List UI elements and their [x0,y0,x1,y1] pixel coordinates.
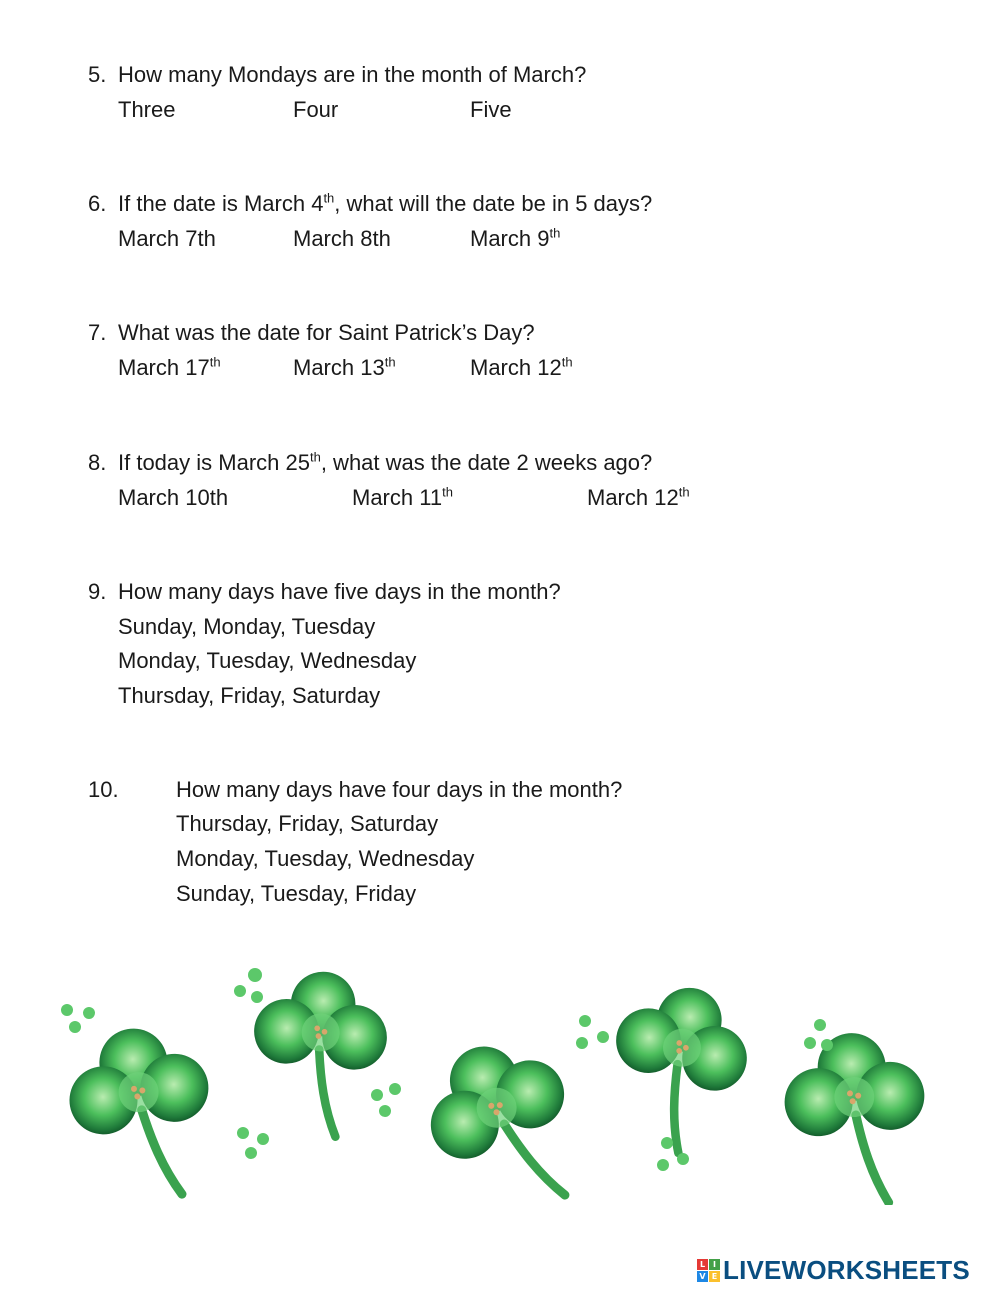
logo-tile: E [709,1271,720,1282]
answer-option[interactable]: March 11th [352,484,453,510]
question-text: How many Mondays are in the month of March? [118,62,587,87]
answer-option[interactable]: March 12th [587,484,690,510]
answer-option[interactable]: March 7th [118,226,216,251]
answer-option[interactable]: Thursday, Friday, Saturday [118,683,381,708]
question-number: 8. [88,450,107,475]
answer-option[interactable]: March 9th [470,225,561,251]
logo-wordmark: LIVEWORKSHEETS [723,1254,970,1285]
answer-option[interactable]: Monday, Tuesday, Wednesday [118,648,417,673]
question-number: 6. [88,191,107,216]
shamrock-icon [591,972,762,1164]
ordinal-suffix: th [323,190,335,206]
shamrock-icon [779,1027,933,1205]
ordinal-suffix: th [309,449,321,465]
question-text: How many days have four days in the month? [176,777,623,802]
shamrock-icon [245,966,392,1140]
question-text-part: , what will the date be in 5 days? [334,191,653,216]
question-text-part: If today is March 25 [118,450,310,475]
answer-option[interactable]: March 17th [118,354,221,380]
question-text-part: , what was the date 2 weeks ago? [320,450,653,475]
answer-option[interactable]: Thursday, Friday, Saturday [176,811,439,836]
answer-option[interactable]: Three [118,97,176,122]
answer-option[interactable]: March 12th [470,354,573,380]
logo-tile: I [709,1259,720,1270]
question-text: How many days have five days in the month? [118,579,561,604]
question-number: 5. [88,62,107,87]
liveworksheets-logo [697,1254,970,1286]
question-text [118,187,652,221]
answer-option[interactable]: March 13th [293,354,396,380]
answer-option[interactable]: Sunday, Tuesday, Friday [176,881,417,906]
question-text-part: If the date is March 4 [118,191,324,216]
question-text [118,446,652,480]
question-text: What was the date for Saint Patrick’s Day? [118,320,535,345]
question-number: 10. [88,777,119,802]
shamrock-icon [406,1020,606,1205]
answer-option[interactable]: March 8th [293,226,391,251]
logo-tile: V [697,1271,708,1282]
question-number: 9. [88,579,107,604]
answer-option[interactable]: March 10th [118,485,229,510]
shamrock-border [55,965,945,1205]
answer-option[interactable]: Four [293,97,339,122]
answer-option[interactable]: Five [470,97,512,122]
answer-option[interactable]: Monday, Tuesday, Wednesday [176,846,475,871]
question-number: 7. [88,320,107,345]
answer-option[interactable]: Sunday, Monday, Tuesday [118,614,376,639]
shamrock-icon [59,1017,227,1205]
logo-tile: L [697,1259,708,1270]
logo-tiles [697,1259,720,1282]
